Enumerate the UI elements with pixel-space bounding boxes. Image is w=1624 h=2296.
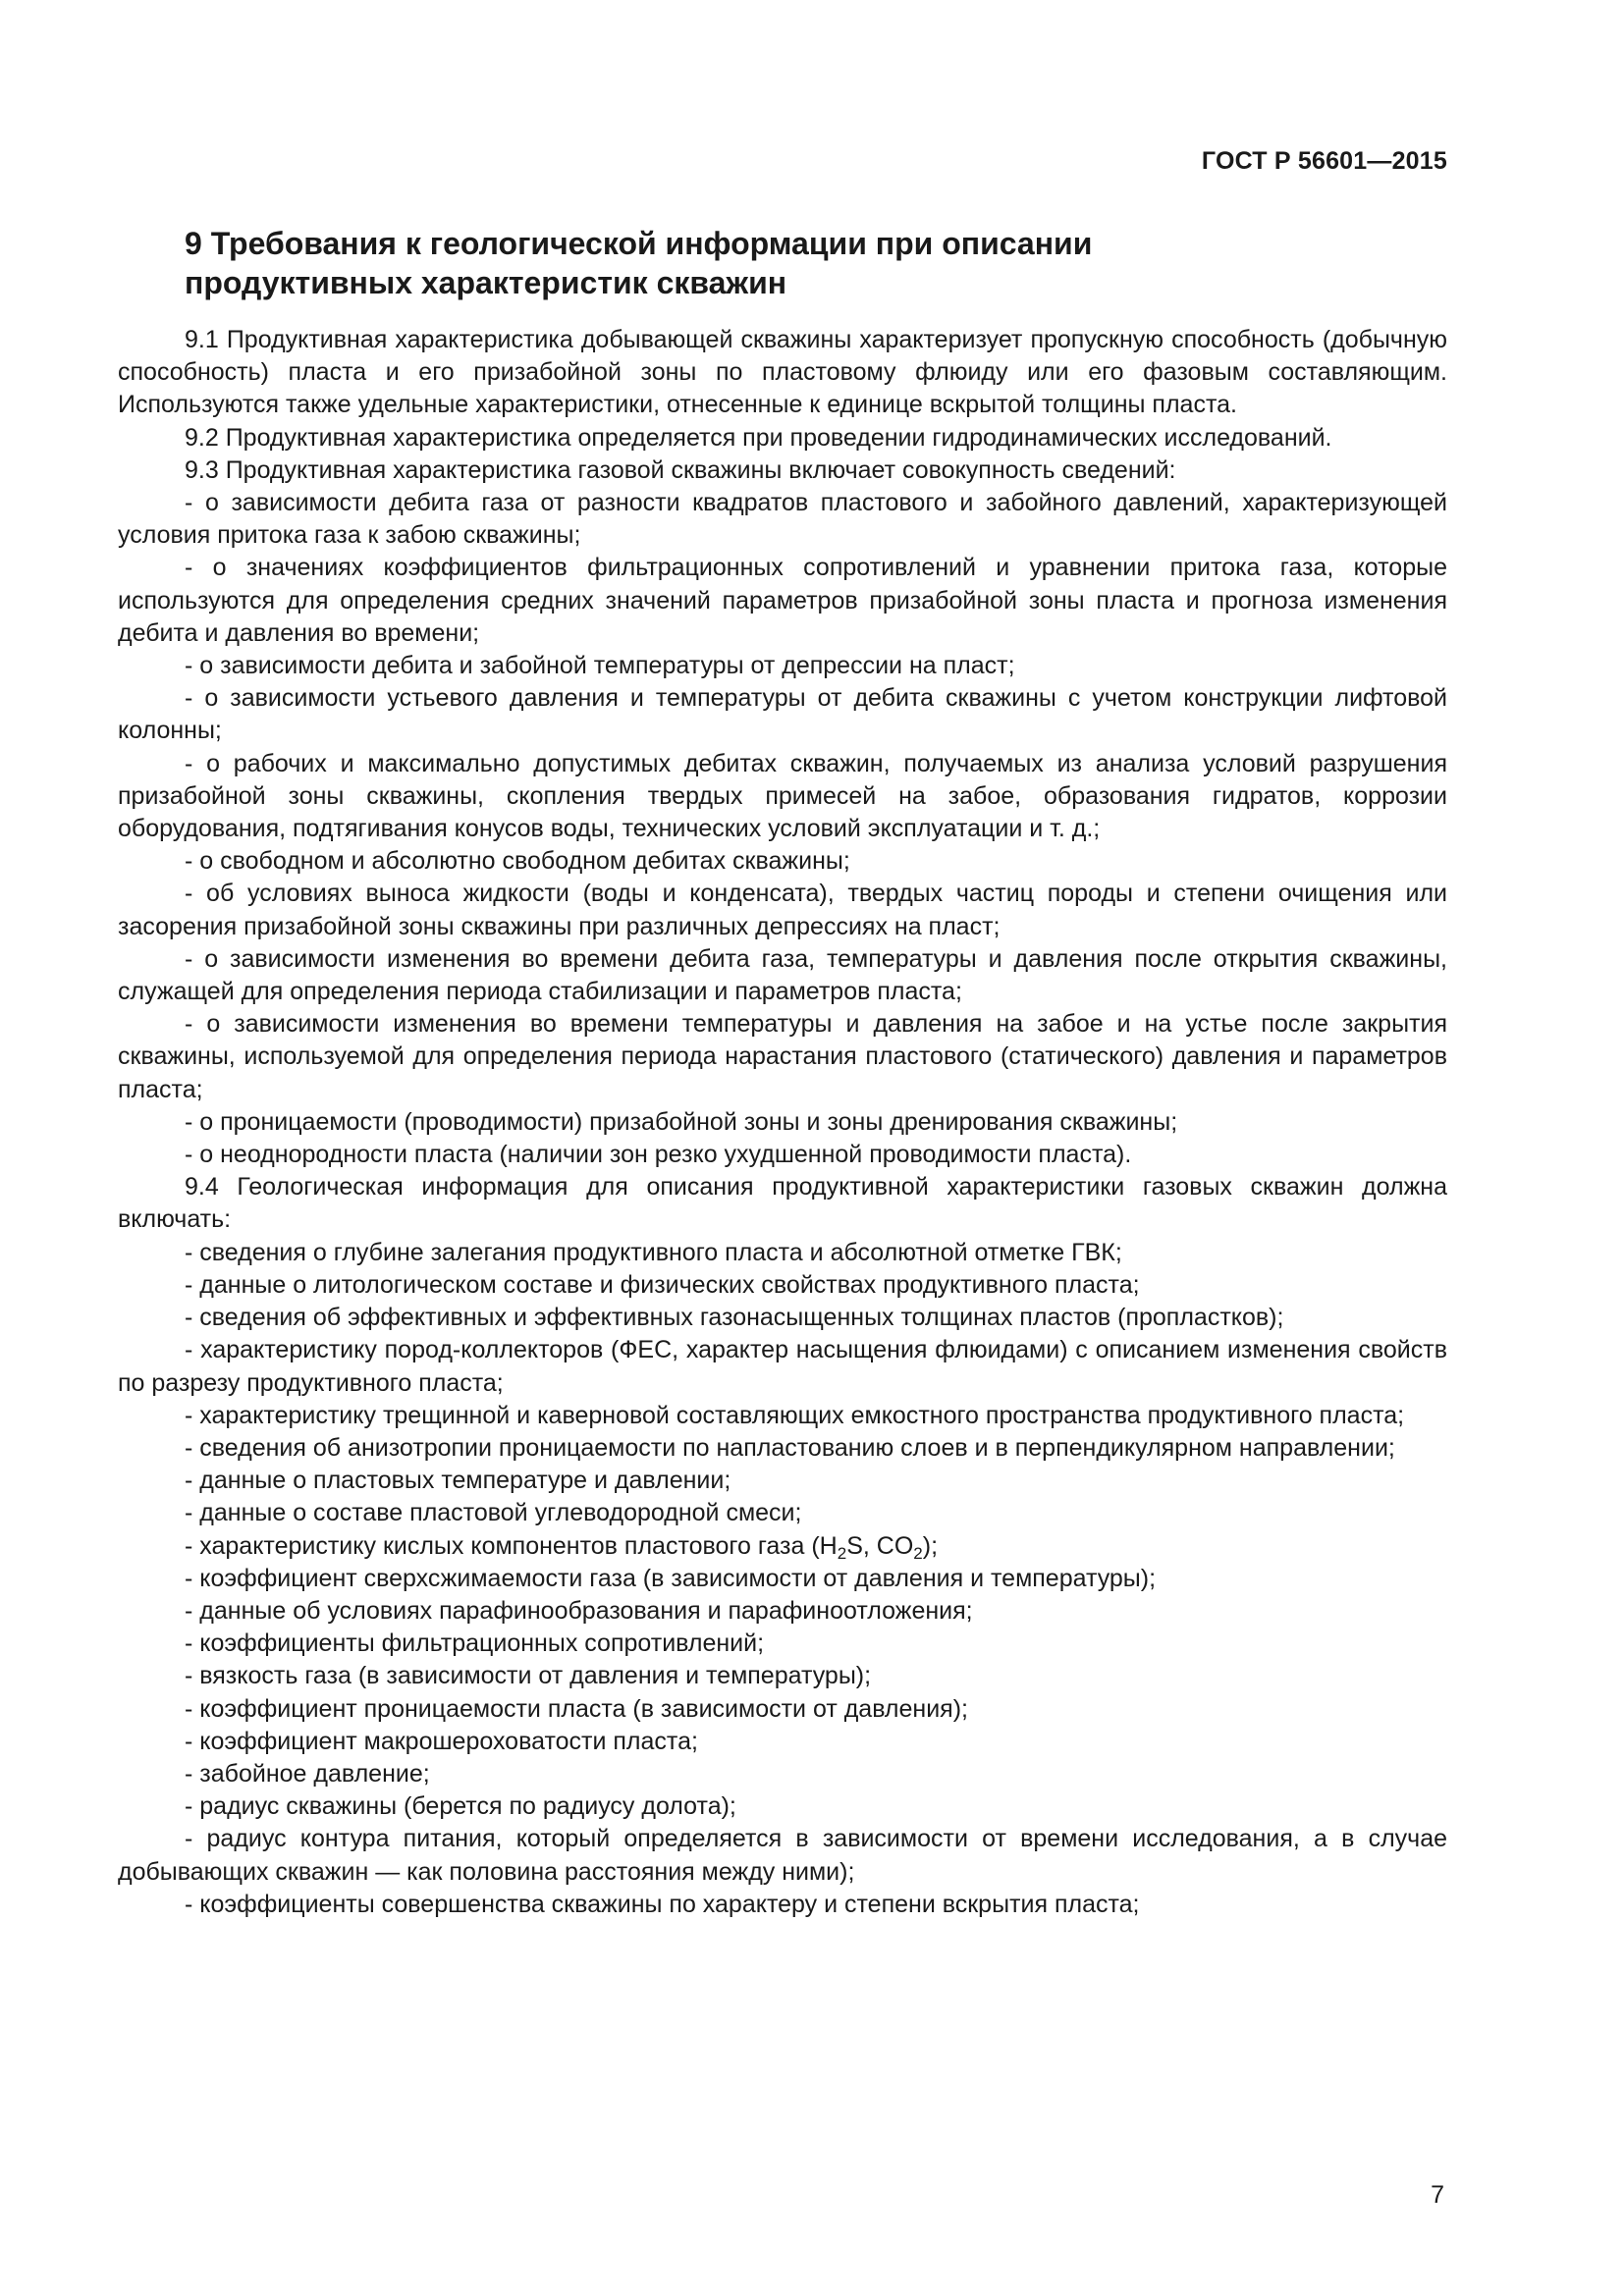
list-item: - об условиях выноса жидкости (воды и конденсата), твердых частиц породы и степени очищения или засорения призабойной зоны скважины при различных депрессиях на пласт;	[118, 880, 1447, 940]
list-item: - о значениях коэффициентов фильтрационных сопротивлений и уравнении притока газа, которые используются для определения средних значений параметров призабойной зоны пласта и прогноза изменения дебита и давления во времени;	[118, 554, 1447, 647]
h2s-subscript: 2	[837, 1543, 847, 1563]
list-item: - коэффициенты фильтрационных сопротивлений;	[185, 1629, 765, 1658]
list-item: - о зависимости изменения во времени дебита газа, температуры и давления после открытия скважины, служащей для определения периода стабилизации и параметров пласта;	[118, 944, 1447, 1006]
co2-subscript: 2	[913, 1543, 923, 1563]
list-item: - коэффициент макрошероховатости пласта;	[185, 1727, 698, 1755]
list-item: - характеристику трещинной и каверновой составляющих емкостного пространства продуктивного пласта;	[185, 1401, 1405, 1429]
list-item: - коэффициент проницаемости пласта (в зависимости от давления);	[185, 1694, 968, 1723]
list-item: - вязкость газа (в зависимости от давления и температуры);	[185, 1662, 872, 1690]
list-item: - о зависимости дебита и забойной температуры от депрессии на пласт;	[185, 652, 1015, 680]
paragraph: 9.4 Геологическая информация для описания продуктивной характеристики газовых скважин должна включать:	[118, 1173, 1447, 1234]
list-item: - забойное давление;	[185, 1759, 430, 1788]
list-item: - сведения об эффективных и эффективных газонасыщенных толщинах пластов (пропластков);	[185, 1304, 1284, 1332]
acid-components-mid: S, CO	[846, 1531, 914, 1560]
document-code: ГОСТ Р 56601—2015	[1201, 147, 1447, 175]
list-item: - о рабочих и максимально допустимых дебитах скважин, получаемых из анализа условий разрушения призабойной зоны скважины, скопления твердых примесей на забое, образования гидратов, коррозии оборудования, подтягивания конусов воды, технических условий эксплуатации и т. д.;	[118, 749, 1447, 843]
paragraph: 9.2 Продуктивная характеристика определяется при проведении гидродинамических исследований.	[185, 423, 1332, 452]
list-item: - радиус контура питания, который определяется в зависимости от времени исследования, а в случае добывающих скважин — как половина расстояния между ними);	[118, 1825, 1447, 1886]
section-title	[185, 224, 1461, 302]
list-item: - данные об условиях парафинообразования и парафиноотложения;	[185, 1596, 973, 1625]
acid-components-suffix: );	[922, 1531, 939, 1560]
list-item: - радиус скважины (берется по радиусу долота);	[185, 1792, 736, 1821]
paragraph: 9.3 Продуктивная характеристика газовой скважины включает совокупность сведений:	[185, 455, 1176, 484]
list-item: - о зависимости изменения во времени температуры и давления на забое и на устье после закрытия скважины, используемой для определения периода нарастания пластового (статического) давления и параметров пласта;	[118, 1010, 1447, 1103]
section-title-line-1: 9 Требования к геологической информации при описании	[185, 226, 1093, 261]
list-item: - о неоднородности пласта (наличии зон резко ухудшенной проводимости пласта).	[185, 1141, 1132, 1169]
list-item: - о свободном и абсолютно свободном дебитах скважины;	[185, 847, 850, 876]
list-item: - данные о литологическом составе и физических свойствах продуктивного пласта;	[185, 1270, 1140, 1299]
list-item: - сведения об анизотропии проницаемости по напластованию слоев и в перпендикулярном направлении;	[185, 1433, 1395, 1462]
list-item: - характеристику пород-коллекторов (ФЕС, характер насыщения флюидами) с описанием изменения свойств по разрезу продуктивного пласта;	[118, 1336, 1447, 1397]
body-text	[118, 324, 1447, 1921]
paragraph: 9.1 Продуктивная характеристика добывающей скважины характеризует пропускную способность (добычную способность) пласта и его призабойной зоны по пластовому флюиду или его фазовым составляющим. Используются также удельные характеристики, отнесенные к единице вскрытой толщины пласта.	[118, 326, 1447, 419]
acid-components-prefix: - характеристику кислых компонентов пластового газа (H	[185, 1531, 838, 1560]
list-item: - сведения о глубине залегания продуктивного пласта и абсолютной отметке ГВК;	[185, 1238, 1122, 1266]
list-item: - коэффициенты совершенства скважины по характеру и степени вскрытия пласта;	[185, 1890, 1140, 1918]
section-title-line-2: продуктивных характеристик скважин	[185, 265, 787, 300]
page-number: 7	[1431, 2181, 1444, 2209]
list-item: - о зависимости устьевого давления и температуры от дебита скважины с учетом конструкции лифтовой колонны;	[118, 684, 1447, 745]
list-item: - о проницаемости (проводимости) призабойной зоны и зоны дренирования скважины;	[185, 1107, 1178, 1136]
list-item: - коэффициент сверхсжимаемости газа (в зависимости от давления и температуры);	[185, 1564, 1157, 1592]
list-item: - данные о составе пластовой углеводородной смеси;	[185, 1499, 802, 1527]
list-item: - данные о пластовых температуре и давлении;	[185, 1467, 731, 1495]
list-item-acid-components	[118, 1530, 1447, 1563]
list-item: - о зависимости дебита газа от разности квадратов пластового и забойного давлений, характеризующей условия притока газа к забою скважины;	[118, 489, 1447, 550]
